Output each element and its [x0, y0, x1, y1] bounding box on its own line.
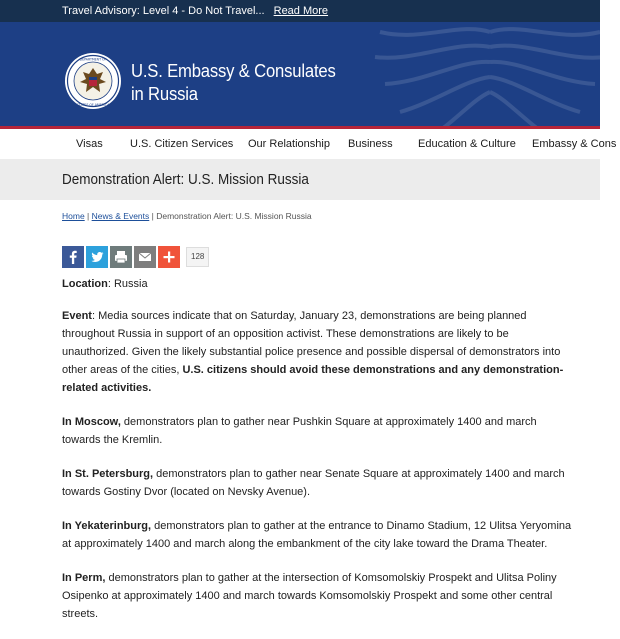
nav-item-citizen-services[interactable]: U.S. Citizen Services — [130, 138, 234, 150]
yekaterinburg-paragraph — [62, 517, 576, 553]
moscow-paragraph — [62, 413, 576, 449]
breadcrumb-separator: | — [149, 211, 157, 221]
facebook-icon[interactable] — [62, 246, 84, 268]
event-paragraph — [62, 307, 576, 397]
advisory-text: Travel Advisory: Level 4 - Do Not Travel... — [62, 5, 265, 17]
svg-text:STATES OF AMERICA: STATES OF AMERICA — [76, 103, 110, 107]
breadcrumb-news-link[interactable]: News & Events — [91, 211, 150, 221]
perm-label: In Perm, — [62, 572, 106, 584]
nav-item-our-relationship[interactable]: Our Relationship — [248, 138, 330, 150]
event-label: Event — [62, 310, 92, 322]
plus-icon[interactable] — [158, 246, 180, 268]
page-title: Demonstration Alert: U.S. Mission Russia — [62, 171, 309, 188]
moscow-label: In Moscow, — [62, 416, 121, 428]
location-paragraph — [62, 275, 576, 293]
twitter-icon[interactable] — [86, 246, 108, 268]
breadcrumb-separator: | — [84, 211, 92, 221]
share-count: 128 — [186, 247, 209, 267]
svg-text:DEPARTMENT OF: DEPARTMENT OF — [79, 57, 107, 62]
breadcrumb-home-link[interactable]: Home — [62, 211, 85, 221]
st-petersburg-paragraph — [62, 465, 576, 501]
event-warning: U.S. citizens should avoid these demonstrations and any demonstration-related activities. — [62, 364, 564, 394]
nav-item-embassy-consulates[interactable]: Embassy & Cons — [532, 138, 617, 150]
nav-item-business[interactable]: Business — [348, 138, 393, 150]
page-title-bar — [0, 159, 600, 200]
email-icon[interactable] — [134, 246, 156, 268]
embassy-seal-logo — [64, 52, 122, 110]
st-petersburg-label: In St. Petersburg, — [62, 468, 154, 480]
read-more-link[interactable]: Read More — [273, 5, 329, 17]
perm-text: demonstrators plan to gather at the intersection of Komsomolskiy Prospekt and Ulitsa Poliny Osipenko at approximately 1400 and march towards Komsomolskiy Prospekt and some other central streets. — [62, 572, 557, 620]
yekaterinburg-text: demonstrators plan to gather at the entrance to Dinamo Stadium, 12 Ulitsa Yeryomina at approximately 1400 and march along the embankment of the city lake toward the Drama Theater. — [62, 520, 572, 550]
print-icon[interactable] — [110, 246, 132, 268]
article-body — [62, 275, 576, 639]
site-title[interactable] — [131, 59, 336, 105]
st-petersburg-text: demonstrators plan to gather near Senate Square at approximately 1400 and march towards Gostiny Dvor (located on Nevsky Avenue). — [62, 468, 565, 498]
location-label: Location — [62, 278, 108, 290]
breadcrumb — [62, 211, 312, 221]
main-navigation — [0, 129, 617, 159]
moscow-text: demonstrators plan to gather near Pushkin Square at approximately 1400 and march towards the Kremlin. — [62, 416, 537, 446]
perm-paragraph — [62, 569, 576, 623]
event-text: : Media sources indicate that on Saturday, January 23, demonstrations are being planned throughout Russia in support of an opposition activist. These demonstrations are likely to be unauthorized. Given the likely substantial police presence and possible dispersal of demonstrators into other areas of the cities, — [62, 310, 561, 376]
nav-item-visas[interactable]: Visas — [76, 138, 103, 150]
location-value: : Russia — [107, 278, 148, 290]
site-title-line2: in Russia — [131, 83, 198, 104]
share-bar — [62, 246, 209, 268]
yekaterinburg-label: In Yekaterinburg, — [62, 520, 152, 532]
site-header-banner — [0, 22, 600, 126]
nav-item-education-culture[interactable]: Education & Culture — [418, 138, 516, 150]
site-title-line1: U.S. Embassy & Consulates — [131, 60, 336, 81]
breadcrumb-current: Demonstration Alert: U.S. Mission Russia — [156, 211, 312, 221]
